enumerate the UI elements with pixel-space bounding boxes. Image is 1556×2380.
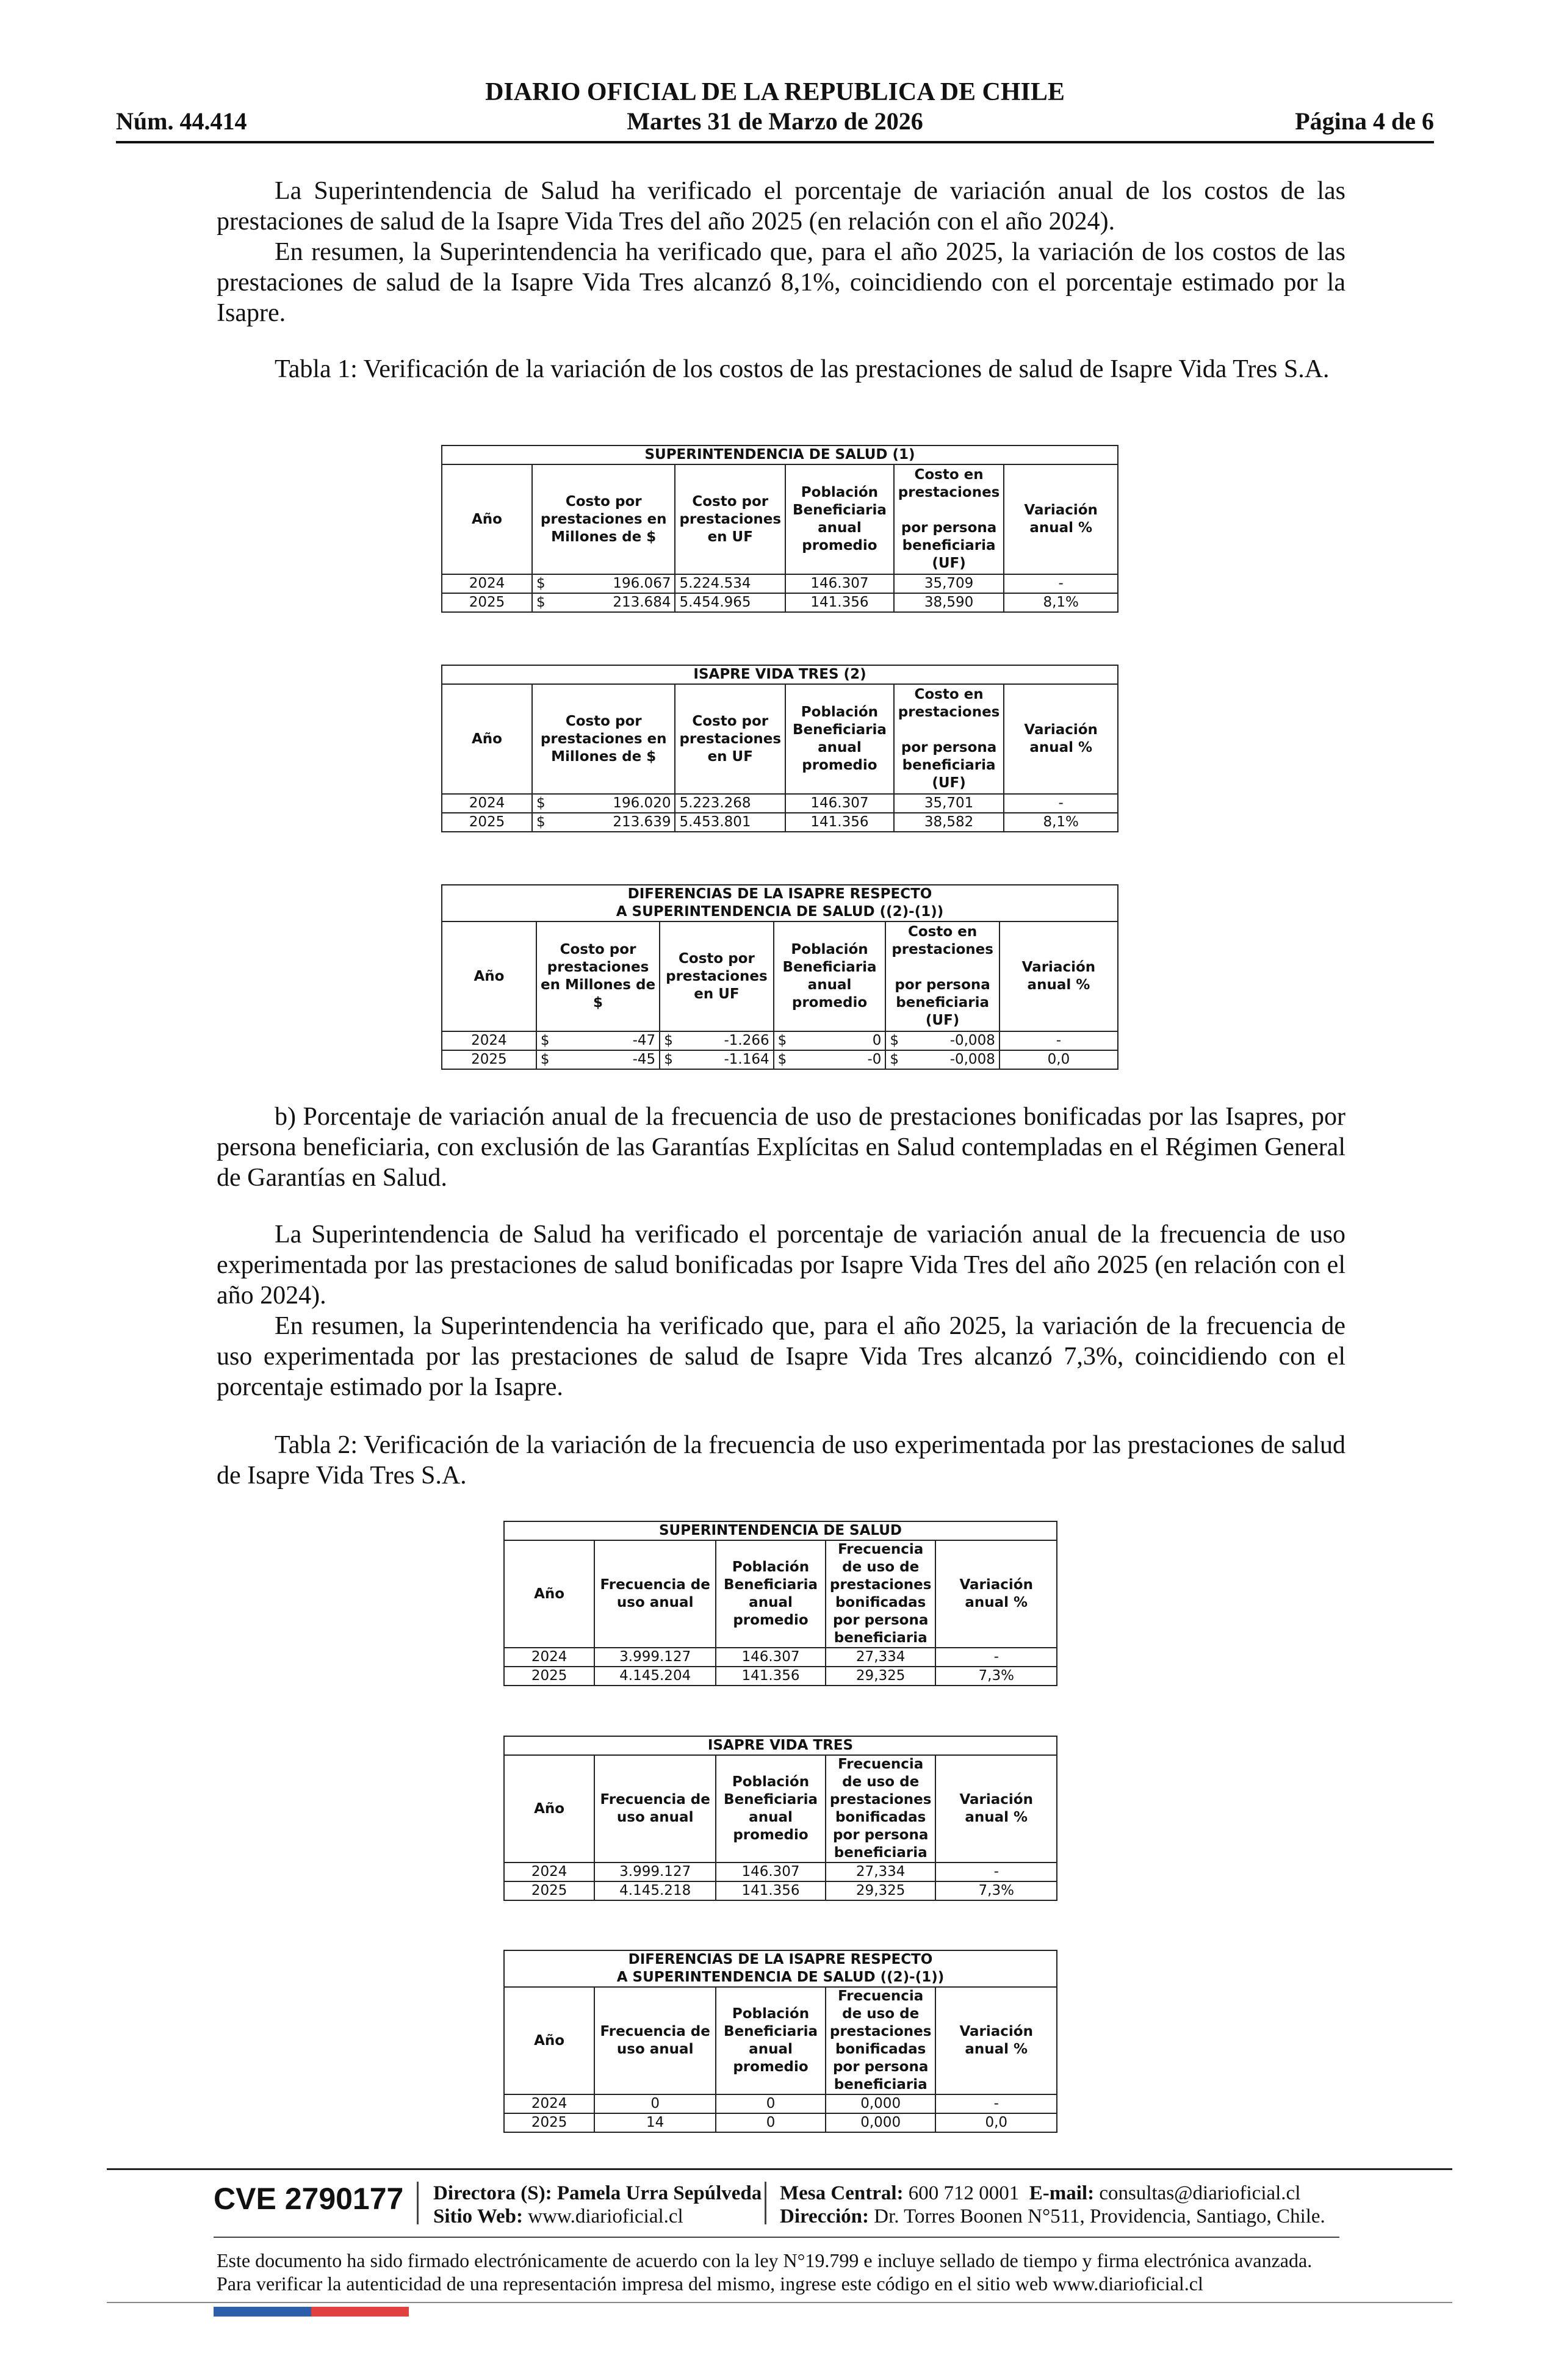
cell-costo-persona: 38,590 (894, 593, 1004, 612)
cell-frecuencia: 4.145.204 (594, 1667, 716, 1686)
header-text: por persona beneficiaria (UF) (895, 977, 990, 1028)
paragraph-text: La Superintendencia de Salud ha verificado el porcentaje de variación anual de los costos de las prestaciones de salud de la Isapre Vida Tres del año 2025 (en relación con el año 2024). (217, 177, 1345, 236)
table-row (504, 1667, 1057, 1686)
col-header-poblacion: Población Beneficiaria anual promedio (785, 684, 894, 794)
col-header-anio: Año (442, 684, 532, 794)
mesa-value: 600 712 0001 (908, 2182, 1020, 2204)
col-header-frecuencia: Frecuencia de uso anual (594, 1540, 716, 1648)
col-header-poblacion: Población Beneficiaria anual promedio (716, 1540, 826, 1648)
table2-caption (217, 1430, 1345, 1491)
col-header-variacion: Variación anual % (1000, 921, 1118, 1031)
paragraph-b-frecuencia (217, 1102, 1345, 1193)
cell-variacion: - (935, 1863, 1057, 1881)
cell-poblacion: -0 (799, 1050, 885, 1069)
cell-poblacion: 141.356 (785, 813, 894, 832)
email-link[interactable]: consultas@diarioficial.cl (1099, 2182, 1301, 2204)
cell-currency: $ (774, 1050, 799, 1069)
table-row (442, 593, 1118, 612)
table-row (504, 1881, 1057, 1900)
col-header-costo-uf: Costo por prestaciones en UF (675, 684, 785, 794)
cell-uf: 5.223.268 (675, 794, 785, 813)
cell-variacion: 7,3% (935, 1881, 1057, 1900)
cell-poblacion: 141.356 (716, 1667, 826, 1686)
col-header-poblacion: Población Beneficiaria anual promedio (774, 921, 886, 1031)
bottom-divider (107, 2302, 1452, 2303)
header-text: Costo en prestaciones (891, 924, 993, 957)
cell-millones: -47 (561, 1031, 660, 1050)
cell-currency: $ (774, 1031, 799, 1050)
cell-variacion: - (1004, 574, 1118, 593)
table-title (504, 1950, 1057, 1987)
cell-poblacion: 141.356 (716, 1881, 826, 1900)
table1-caption (217, 354, 1345, 384)
sitio-label: Sitio Web: (433, 2205, 524, 2227)
direccion-value: Dr. Torres Boonen N°511, Providencia, Santiago, Chile. (874, 2205, 1325, 2227)
footer-divider (107, 2168, 1452, 2170)
cell-variacion: 8,1% (1004, 813, 1118, 832)
cell-currency: $ (532, 813, 556, 832)
cell-currency: $ (532, 574, 556, 593)
col-header-anio: Año (442, 921, 536, 1031)
paragraph-resumen-costos (217, 237, 1345, 328)
col-header-variacion: Variación anual % (935, 1987, 1057, 2094)
col-header-frecuencia: Frecuencia de uso anual (594, 1987, 716, 2094)
cell-uf: 5.453.801 (675, 813, 785, 832)
table-title: SUPERINTENDENCIA DE SALUD (504, 1521, 1057, 1540)
directora-label: Directora (S): (433, 2182, 552, 2204)
cell-currency: $ (885, 1050, 911, 1069)
table-row (442, 1031, 1118, 1050)
col-header-frecuencia: Frecuencia de uso anual (594, 1755, 716, 1863)
cell-anio: 2025 (504, 1881, 594, 1900)
cell-uf: 5.224.534 (675, 574, 785, 593)
col-header-costo-millones: Costo por prestaciones en Millones de $ (532, 464, 675, 574)
table-title: ISAPRE VIDA TRES (2) (442, 665, 1118, 684)
header-text: Costo en prestaciones (898, 467, 1000, 500)
cell-poblacion: 0 (799, 1031, 885, 1050)
table-row (504, 1863, 1057, 1881)
col-header-poblacion: Población Beneficiaria anual promedio (716, 1987, 826, 2094)
issue-number: Núm. 44.414 (116, 107, 247, 135)
col-header-costo-uf: Costo por prestaciones en UF (660, 921, 773, 1031)
cell-frecuencia-persona: 0,000 (826, 2094, 936, 2113)
cell-currency: $ (885, 1031, 911, 1050)
col-header-variacion: Variación anual % (935, 1540, 1057, 1648)
table-row (442, 1050, 1118, 1069)
cell-currency: $ (660, 1031, 685, 1050)
cell-frecuencia-persona: 29,325 (826, 1667, 936, 1686)
cell-uf: -1.266 (685, 1031, 774, 1050)
cell-currency: $ (536, 1031, 561, 1050)
cell-variacion: - (935, 2094, 1057, 2113)
footer-contact (780, 2182, 1325, 2228)
cell-anio: 2024 (442, 794, 532, 813)
col-header-costo-persona (885, 921, 999, 1031)
col-header-frecuencia-persona: Frecuencia de uso de prestaciones bonificadas por persona beneficiaria (826, 1987, 936, 2094)
cell-currency: $ (532, 593, 556, 612)
cell-poblacion: 146.307 (785, 794, 894, 813)
cell-poblacion: 141.356 (785, 593, 894, 612)
cell-currency: $ (532, 794, 556, 813)
table-row (504, 2094, 1057, 2113)
header-text: por persona beneficiaria (UF) (901, 740, 997, 791)
col-header-anio: Año (442, 464, 532, 574)
cell-variacion: - (1004, 794, 1118, 813)
paragraph-resumen-frecuencia (217, 1311, 1345, 1402)
col-header-costo-uf: Costo por prestaciones en UF (675, 464, 785, 574)
cell-uf: 5.454.965 (675, 593, 785, 612)
table-row (442, 574, 1118, 593)
title-line: DIFERENCIAS DE LA ISAPRE RESPECTO (627, 886, 932, 902)
cell-currency: $ (660, 1050, 685, 1069)
page-header (116, 76, 1434, 143)
col-header-variacion: Variación anual % (1004, 464, 1118, 574)
cell-variacion: - (1000, 1031, 1118, 1050)
cell-anio: 2025 (504, 2113, 594, 2132)
table-title: ISAPRE VIDA TRES (504, 1736, 1057, 1755)
paragraph-verificacion-costos (217, 176, 1345, 237)
col-header-costo-millones: Costo por prestaciones en Millones de $ (536, 921, 660, 1031)
title-line: DIFERENCIAS DE LA ISAPRE RESPECTO (628, 1952, 933, 1967)
paragraph-text: La Superintendencia de Salud ha verificado el porcentaje de variación anual de la frecuencia de uso experimentada por las prestaciones de salud bonificadas por Isapre Vida Tres del año 2025 (en relación con el año 2024). (217, 1221, 1345, 1310)
col-header-costo-millones: Costo por prestaciones en Millones de $ (532, 684, 675, 794)
caption-text: Tabla 1: Verificación de la variación de los costos de las prestaciones de salud de Isapre Vida Tres S.A. (275, 355, 1330, 383)
cell-frecuencia-persona: 27,334 (826, 1648, 936, 1667)
table2-diferencias (503, 1950, 1057, 2133)
cell-anio: 2024 (504, 1648, 594, 1667)
cve-code: CVE 2790177 (214, 2182, 404, 2216)
cell-variacion: 8,1% (1004, 593, 1118, 612)
cell-anio: 2025 (504, 1667, 594, 1686)
header-text: por persona beneficiaria (UF) (901, 520, 997, 571)
title-line: A SUPERINTENDENCIA DE SALUD ((2)-(1)) (616, 904, 944, 920)
cell-poblacion: 0 (716, 2113, 826, 2132)
table-title: SUPERINTENDENCIA DE SALUD (1) (442, 445, 1118, 464)
paragraph-text: En resumen, la Superintendencia ha verificado que, para el año 2025, la variación de la frecuencia de uso experimentada por las prestaciones de salud de Isapre Vida Tres alcanzó 7,3%, coincidiendo con el porcentaje estimado por la Isapre. (217, 1312, 1345, 1401)
email-label: E-mail: (1029, 2182, 1095, 2204)
cell-millones: 196.067 (556, 574, 675, 593)
cell-anio: 2025 (442, 593, 532, 612)
footer-separator (417, 2182, 419, 2224)
table-row (504, 1648, 1057, 1667)
col-header-variacion: Variación anual % (1004, 684, 1118, 794)
cell-millones: -45 (561, 1050, 660, 1069)
header-divider (116, 141, 1434, 143)
header-text: Costo en prestaciones (898, 687, 1000, 720)
cell-anio: 2024 (504, 2094, 594, 2113)
paragraph-verificacion-frecuencia (217, 1219, 1345, 1311)
cell-costo-persona: -0,008 (911, 1050, 1000, 1069)
cell-frecuencia: 4.145.218 (594, 1881, 716, 1900)
mesa-label: Mesa Central: (780, 2182, 904, 2204)
table-row (504, 2113, 1057, 2132)
cell-costo-persona: 35,709 (894, 574, 1004, 593)
footer-editorial (433, 2182, 762, 2228)
cell-frecuencia: 3.999.127 (594, 1863, 716, 1881)
cell-costo-persona: 35,701 (894, 794, 1004, 813)
gazette-title: DIARIO OFICIAL DE LA REPUBLICA DE CHILE (485, 78, 1065, 106)
footer-divider (214, 2237, 1339, 2238)
table2-isapre (503, 1736, 1057, 1901)
cell-frecuencia-persona: 27,334 (826, 1863, 936, 1881)
cell-anio: 2024 (442, 574, 532, 593)
table1-isapre (441, 665, 1118, 832)
col-header-costo-persona (894, 464, 1004, 574)
paragraph-text: b) Porcentaje de variación anual de la frecuencia de uso de prestaciones bonificadas por las Isapres, por persona beneficiaria, con exclusión de las Garantías Explícitas en Salud contempladas en el Régimen General de Garantías en Salud. (217, 1103, 1345, 1192)
cell-variacion: 7,3% (935, 1667, 1057, 1686)
table2-superintendencia (503, 1521, 1057, 1686)
cell-frecuencia-persona: 29,325 (826, 1881, 936, 1900)
cell-millones: 196.020 (556, 794, 675, 813)
col-header-variacion: Variación anual % (935, 1755, 1057, 1863)
cell-frecuencia: 0 (594, 2094, 716, 2113)
cell-anio: 2024 (442, 1031, 536, 1050)
sitio-link[interactable]: www.diarioficial.cl (528, 2205, 683, 2227)
issue-date: Martes 31 de Marzo de 2026 (627, 107, 923, 135)
cell-anio: 2025 (442, 813, 532, 832)
table1-diferencias (441, 884, 1118, 1070)
cell-millones: 213.639 (556, 813, 675, 832)
col-header-frecuencia-persona: Frecuencia de uso de prestaciones bonificadas por persona beneficiaria (826, 1540, 936, 1648)
col-header-costo-persona (894, 684, 1004, 794)
signature-notice: Este documento ha sido firmado electrónicamente de acuerdo con la ley N°19.799 e incluye sellado de tiempo y firma electrónica avanzada. Para verificar la autenticidad de una representación impresa del mismo, ingrese este código en el sitio web www.diarioficial.cl (217, 2249, 1313, 2295)
paragraph-text: En resumen, la Superintendencia ha verificado que, para el año 2025, la variación de los costos de las prestaciones de salud de la Isapre Vida Tres alcanzó 8,1%, coincidiendo con el porcentaje estimado por la Isapre. (217, 238, 1345, 327)
cell-anio: 2024 (504, 1863, 594, 1881)
table-row (442, 794, 1118, 813)
cell-frecuencia-persona: 0,000 (826, 2113, 936, 2132)
cell-poblacion: 0 (716, 2094, 826, 2113)
col-header-anio: Año (504, 1540, 594, 1648)
direccion-label: Dirección: (780, 2205, 870, 2227)
title-line: A SUPERINTENDENCIA DE SALUD ((2)-(1)) (616, 1969, 945, 1985)
flag-bar-red (311, 2307, 409, 2317)
flag-bar-blue (214, 2307, 311, 2317)
cell-variacion: 0,0 (935, 2113, 1057, 2132)
col-header-anio: Año (504, 1755, 594, 1863)
cell-costo-persona: -0,008 (911, 1031, 1000, 1050)
cell-frecuencia: 14 (594, 2113, 716, 2132)
cell-frecuencia: 3.999.127 (594, 1648, 716, 1667)
caption-text: Tabla 2: Verificación de la variación de la frecuencia de uso experimentada por las prestaciones de salud de Isapre Vida Tres S.A. (217, 1431, 1345, 1490)
directora-name: Pamela Urra Sepúlveda (556, 2182, 762, 2204)
cell-currency: $ (536, 1050, 561, 1069)
col-header-frecuencia-persona: Frecuencia de uso de prestaciones bonificadas por persona beneficiaria (826, 1755, 936, 1863)
cell-poblacion: 146.307 (716, 1648, 826, 1667)
col-header-poblacion: Población Beneficiaria anual promedio (716, 1755, 826, 1863)
cell-variacion: - (935, 1648, 1057, 1667)
table-row (442, 813, 1118, 832)
page-number: Página 4 de 6 (1295, 107, 1434, 135)
col-header-poblacion: Población Beneficiaria anual promedio (785, 464, 894, 574)
footer-separator (765, 2182, 766, 2224)
table1-superintendencia (441, 445, 1118, 613)
cell-poblacion: 146.307 (785, 574, 894, 593)
cell-variacion: 0,0 (1000, 1050, 1118, 1069)
table-title (442, 885, 1118, 921)
cell-anio: 2025 (442, 1050, 536, 1069)
col-header-anio: Año (504, 1987, 594, 2094)
cell-uf: -1.164 (685, 1050, 774, 1069)
cell-costo-persona: 38,582 (894, 813, 1004, 832)
cell-poblacion: 146.307 (716, 1863, 826, 1881)
cell-millones: 213.684 (556, 593, 675, 612)
